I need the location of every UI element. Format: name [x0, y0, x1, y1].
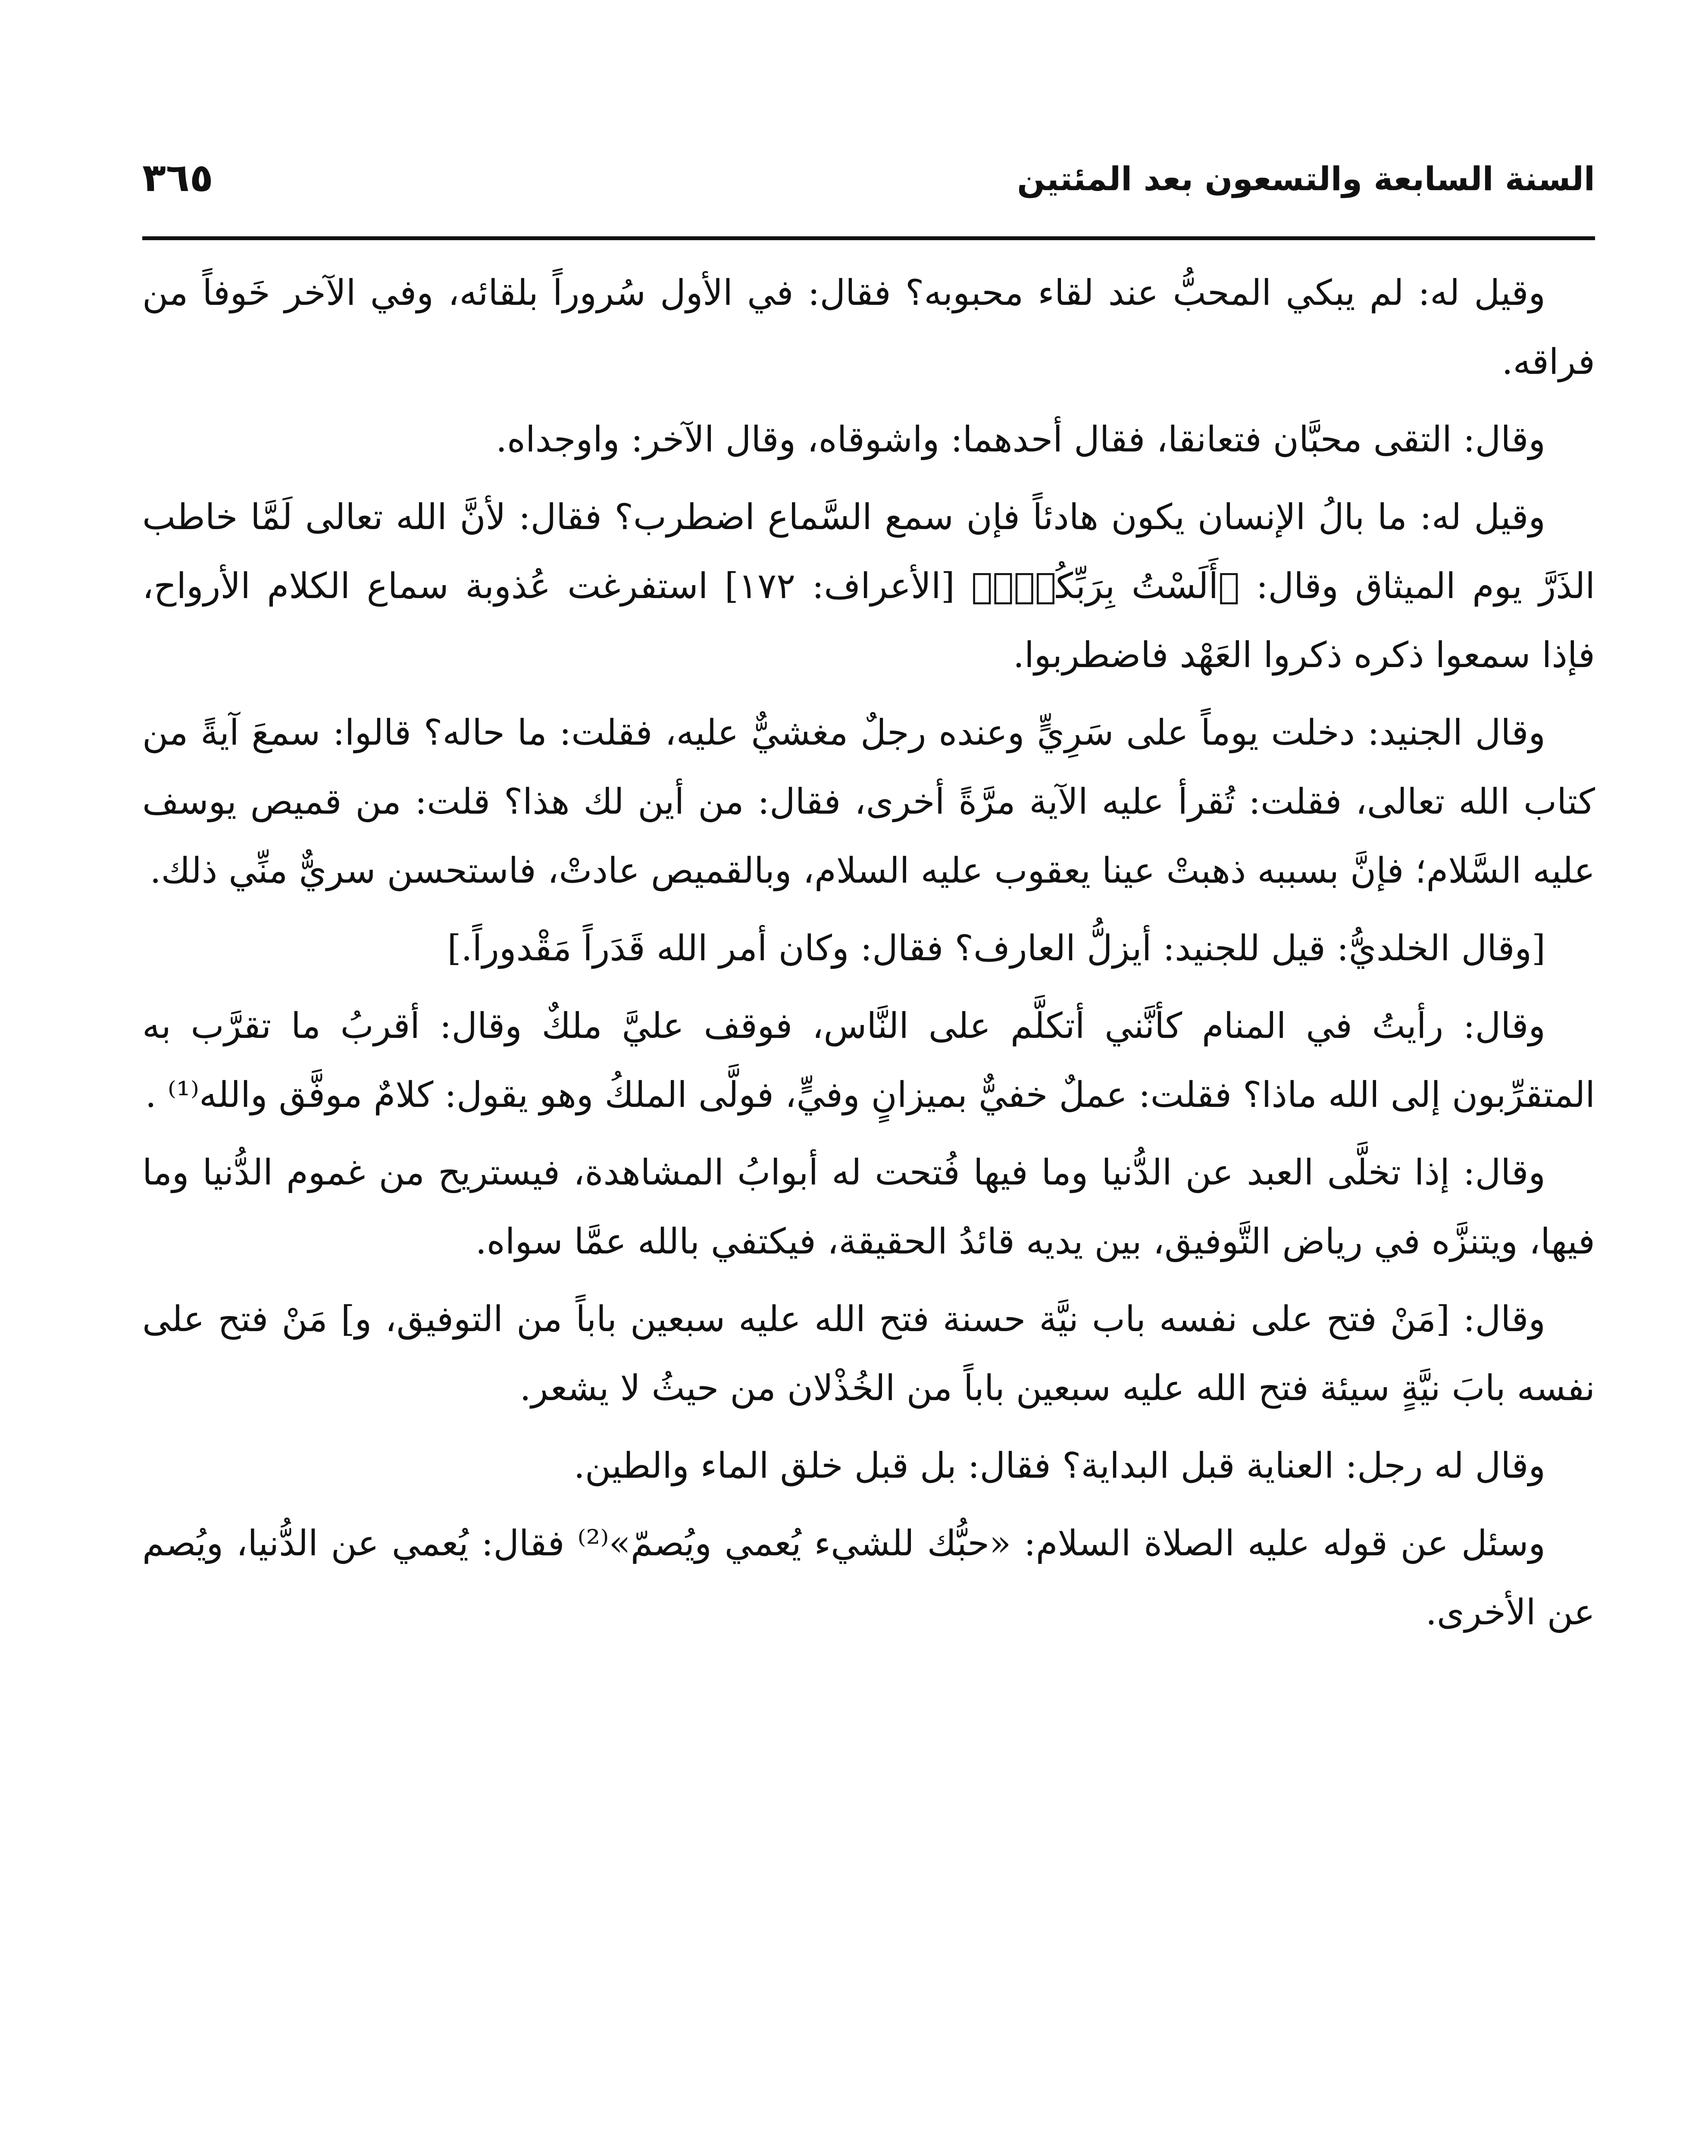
paragraph: وقال الجنيد: دخلت يوماً على سَرِيٍّ وعنده رجلٌ مغشيٌّ عليه، فقلت: ما حاله؟ قالوا: سمعَ آيةً من كتاب الله تعالى، فقلت: تُقرأ عليه الآية مرَّةً أخرى، فقال: من أين لك هذا؟ قلت: من قميص يوسف عليه السَّلام؛ فإنَّ بسببه ذهبتْ عينا يعقوب عليه السلام، وبالقميص عادتْ، فاستحسن سريٌّ منِّي ذلك.	[142, 712, 1595, 891]
book-page	[142, 147, 1595, 2156]
page-header	[142, 147, 1595, 220]
paragraph: [وقال الخلديُّ: قيل للجنيد: أيزلُّ العارف؟ فقال: وكان أمر الله قَدَراً مَقْدوراً.]	[447, 928, 1545, 969]
body-text	[142, 259, 1595, 1656]
paragraph: وقال: التقى محبَّان فتعانقا، فقال أحدهما: واشوقاه، وقال الآخر: واوجداه.	[495, 419, 1545, 460]
paragraph: وقيل له: لم يبكي المحبُّ عند لقاء محبوبه؟ فقال: في الأول سُروراً بلقائه، وفي الآخر خَوفاً من فراقه.	[142, 273, 1595, 382]
page-number: ٣٦٥	[142, 155, 213, 201]
paragraph: وقال: رأيتُ في المنام كأنَّني أتكلَّم على النَّاس، فوقف عليَّ ملكٌ وقال: أقربُ ما تقرَّب به المتقرِّبون إلى الله ماذا؟ فقلت: عملٌ خفيٌّ بميزانٍ وفيٍّ، فولَّى الملكُ وهو يقول: كلامٌ موفَّق والله⁽¹⁾ .	[142, 1006, 1595, 1116]
paragraph: وقال له رجل: العناية قبل البداية؟ فقال: بل قبل خلق الماء والطين.	[573, 1445, 1545, 1486]
running-title: السنة السابعة والتسعون بعد المئتين	[1017, 160, 1595, 198]
paragraph: وقيل له: ما بالُ الإنسان يكون هادئاً فإن سمع السَّماع اضطرب؟ فقال: لأنَّ الله تعالى لَمَّا خاطب الذَرَّ يوم الميثاق وقال: ﴿أَلَسْتُ بِرَبِّكُمْۖ﴾ [الأعراف: ١٧٢] استفرغت عُذوبة سماع الكلام الأرواح، فإذا سمعوا ذكره ذكروا العَهْد فاضطربوا.	[142, 497, 1595, 676]
paragraph: وقال: [مَنْ فتح على نفسه باب نيَّة حسنة فتح الله عليه سبعين باباً من التوفيق، و] مَنْ فتح على نفسه بابَ نيَّةٍ سيئة فتح الله عليه سبعين باباً من الخُذْلان من حيثُ لا يشعر.	[142, 1299, 1595, 1409]
paragraph: وقال: إذا تخلَّى العبد عن الدُّنيا وما فيها فُتحت له أبوابُ المشاهدة، فيستريح من غموم الدُّنيا وما فيها، ويتنزَّه في رياض التَّوفيق، بين يديه قائدُ الحقيقة، فيكتفي بالله عمَّا سواه.	[142, 1152, 1595, 1262]
paragraph: وسئل عن قوله عليه الصلاة السلام: «حبُّك للشيء يُعمي ويُصمّ»⁽²⁾ فقال: يُعمي عن الدُّنيا، ويُصم عن الأخرى.	[142, 1523, 1595, 1633]
header-rule	[142, 236, 1595, 240]
